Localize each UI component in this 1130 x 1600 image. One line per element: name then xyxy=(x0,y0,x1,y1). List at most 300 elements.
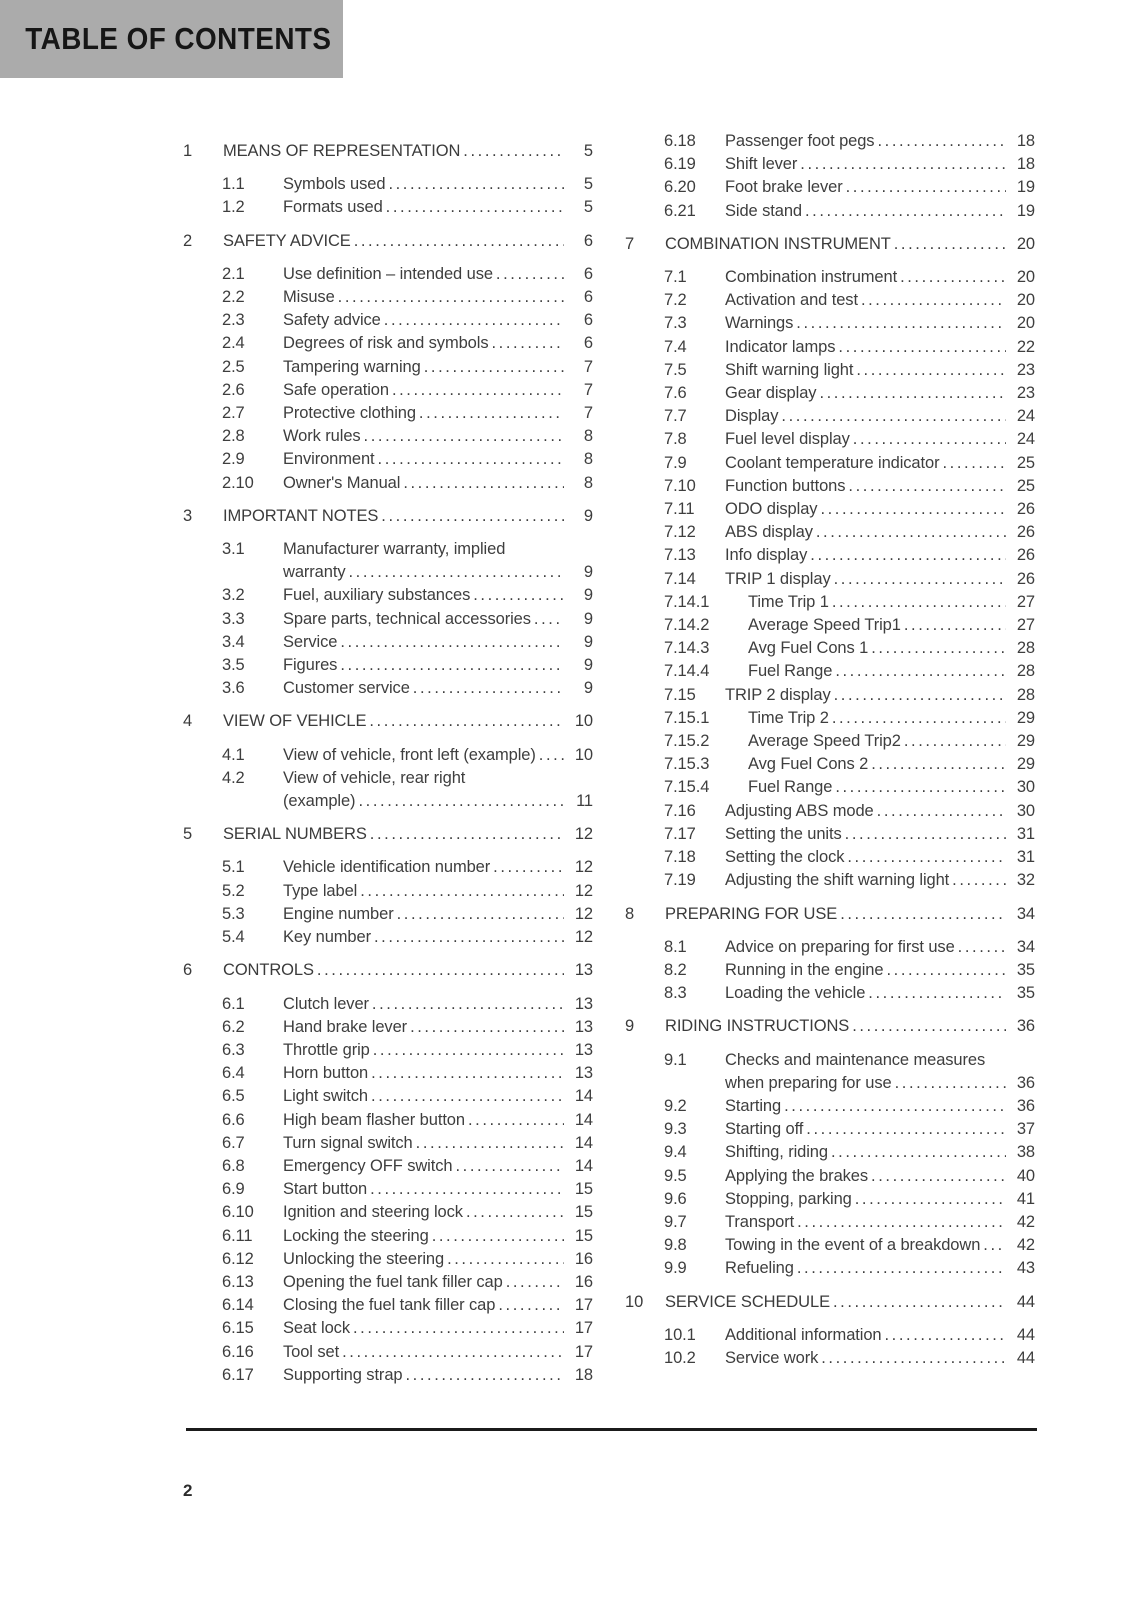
toc-entry xyxy=(183,1317,593,1340)
entry-page: 9 xyxy=(583,563,593,582)
dot-leader xyxy=(835,776,1006,799)
entry-title: Average Speed Trip2 xyxy=(748,732,901,751)
toc-section-entry xyxy=(183,140,593,163)
entry-page: 5 xyxy=(583,175,593,194)
entry-number: 5.2 xyxy=(222,881,245,900)
entry-title: TRIP 1 display xyxy=(725,569,831,588)
entry-number: 7.4 xyxy=(664,337,687,356)
toc-entry xyxy=(625,521,1035,544)
dot-leader xyxy=(534,608,564,631)
entry-title: Degrees of risk and symbols xyxy=(283,334,489,353)
entry-title: Foot brake lever xyxy=(725,178,843,197)
entry-page: 30 xyxy=(1016,801,1035,820)
entry-page: 12 xyxy=(574,928,593,947)
toc-entry xyxy=(183,286,593,309)
dot-leader xyxy=(397,903,564,926)
entry-page: 14 xyxy=(574,1087,593,1106)
toc-entry xyxy=(625,637,1035,660)
dot-leader xyxy=(904,730,1006,753)
entry-title: CONTROLS xyxy=(223,961,314,980)
dot-leader xyxy=(821,1347,1006,1370)
entry-number: 9.7 xyxy=(664,1212,687,1231)
page-number: 2 xyxy=(183,1481,193,1500)
entry-title: Fuel Range xyxy=(748,662,833,681)
entry-number: 3.4 xyxy=(222,632,245,651)
entry-page: 14 xyxy=(574,1156,593,1175)
toc-entry xyxy=(625,1188,1035,1211)
toc-entry xyxy=(625,660,1035,683)
toc-entry xyxy=(625,153,1035,176)
entry-number: 7.17 xyxy=(664,824,696,843)
entry-number: 6.16 xyxy=(222,1342,254,1361)
dot-leader xyxy=(853,428,1006,451)
entry-title-continued: (example) xyxy=(283,792,356,811)
entry-page: 13 xyxy=(574,1017,593,1036)
entry-title: Emergency OFF switch xyxy=(283,1156,453,1175)
toc-entry xyxy=(183,1225,593,1248)
dot-leader xyxy=(447,1248,564,1271)
entry-title: Fuel, auxiliary substances xyxy=(283,586,471,605)
toc-section-entry xyxy=(183,823,593,846)
dot-leader xyxy=(498,1294,564,1317)
dot-leader xyxy=(413,677,564,700)
toc-entry xyxy=(183,472,593,495)
entry-number: 6.15 xyxy=(222,1319,254,1338)
entry-number: 7.16 xyxy=(664,801,696,820)
entry-number: 7.15.1 xyxy=(664,708,710,727)
entry-title: Avg Fuel Cons 2 xyxy=(748,755,869,774)
entry-number: 2.7 xyxy=(222,404,245,423)
toc-entry xyxy=(183,196,593,219)
entry-page: 42 xyxy=(1016,1236,1035,1255)
entry-number: 4.1 xyxy=(222,745,245,764)
entry-title: IMPORTANT NOTES xyxy=(223,506,379,525)
entry-title: Unlocking the steering xyxy=(283,1249,445,1268)
toc-section-entry xyxy=(183,959,593,982)
toc-entry xyxy=(183,903,593,926)
entry-number: 7.7 xyxy=(664,407,687,426)
entry-number: 6.17 xyxy=(222,1365,254,1384)
entry-number: 6.9 xyxy=(222,1180,245,1199)
toc-entry xyxy=(183,1271,593,1294)
toc-entry xyxy=(183,1248,593,1271)
entry-page: 25 xyxy=(1016,476,1035,495)
entry-number: 7.8 xyxy=(664,430,687,449)
entry-number: 3.2 xyxy=(222,586,245,605)
entry-title: Vehicle identification number xyxy=(283,858,491,877)
dot-leader xyxy=(958,936,1006,959)
toc-entry xyxy=(625,1347,1035,1370)
entry-number: 10 xyxy=(625,1292,644,1311)
toc-entry xyxy=(625,959,1035,982)
entry-title: Average Speed Trip1 xyxy=(748,616,901,635)
dot-leader xyxy=(392,379,564,402)
entry-title: Display xyxy=(725,407,779,426)
toc-entry xyxy=(625,452,1035,475)
entry-number: 6.5 xyxy=(222,1087,245,1106)
entry-page: 36 xyxy=(1016,1096,1035,1115)
entry-number: 6.6 xyxy=(222,1110,245,1129)
entry-number: 7.15 xyxy=(664,685,696,704)
entry-title: Activation and test xyxy=(725,291,858,310)
entry-number: 6.2 xyxy=(222,1017,245,1036)
toc-entry xyxy=(625,1118,1035,1141)
toc-entry xyxy=(625,1211,1035,1234)
entry-title: ABS display xyxy=(725,523,813,542)
entry-number: 6.20 xyxy=(664,178,696,197)
dot-leader xyxy=(819,382,1006,405)
entry-page: 18 xyxy=(1016,132,1035,150)
entry-page: 16 xyxy=(574,1272,593,1291)
toc-entry xyxy=(625,1234,1035,1257)
dot-leader xyxy=(835,660,1006,683)
entry-page: 17 xyxy=(574,1319,593,1338)
entry-title: Warnings xyxy=(725,314,794,333)
entry-page: 44 xyxy=(1016,1292,1035,1311)
entry-title: ODO display xyxy=(725,500,818,519)
dot-leader xyxy=(871,1165,1006,1188)
dot-leader xyxy=(848,475,1006,498)
entry-page: 43 xyxy=(1016,1259,1035,1278)
dot-leader xyxy=(942,452,1006,475)
toc-column-right xyxy=(625,130,1035,1370)
toc-entry xyxy=(183,631,593,654)
entry-page: 16 xyxy=(574,1249,593,1268)
entry-page: 36 xyxy=(1016,1073,1035,1092)
entry-page: 10 xyxy=(574,745,593,764)
entry-number: 9.4 xyxy=(664,1143,687,1162)
toc-entry xyxy=(625,544,1035,567)
entry-page: 27 xyxy=(1016,592,1035,611)
toc-entry xyxy=(625,730,1035,753)
entry-number: 9.1 xyxy=(664,1050,687,1069)
dot-leader xyxy=(877,800,1006,823)
entry-title: Loading the vehicle xyxy=(725,984,866,1003)
entry-page: 26 xyxy=(1016,523,1035,542)
dot-leader xyxy=(900,266,1006,289)
toc-entry xyxy=(625,176,1035,199)
entry-page: 9 xyxy=(583,632,593,651)
toc-entry xyxy=(183,425,593,448)
entry-page: 26 xyxy=(1016,546,1035,565)
entry-page: 20 xyxy=(1016,314,1035,333)
entry-page: 34 xyxy=(1016,937,1035,956)
entry-number: 6.4 xyxy=(222,1064,245,1083)
toc-entry xyxy=(183,1178,593,1201)
toc-section-entry xyxy=(183,230,593,253)
toc-entry xyxy=(625,1257,1035,1280)
dot-leader xyxy=(895,1072,1006,1095)
dot-leader xyxy=(871,637,1006,660)
entry-page: 44 xyxy=(1016,1348,1035,1367)
toc-entry xyxy=(625,336,1035,359)
entry-title: Protective clothing xyxy=(283,404,416,423)
entry-title: Start button xyxy=(283,1180,368,1199)
toc-entry xyxy=(625,753,1035,776)
dot-leader xyxy=(834,684,1006,707)
dot-leader xyxy=(348,561,564,584)
entry-title-continued: when preparing for use xyxy=(725,1073,892,1092)
entry-title: SERVICE SCHEDULE xyxy=(665,1292,830,1311)
dot-leader xyxy=(432,1225,564,1248)
entry-number: 9.5 xyxy=(664,1166,687,1185)
dot-leader xyxy=(338,286,564,309)
footer-divider xyxy=(186,1428,1037,1431)
entry-number: 9.3 xyxy=(664,1120,687,1139)
toc-entry xyxy=(625,823,1035,846)
entry-number: 9.8 xyxy=(664,1236,687,1255)
entry-page: 14 xyxy=(574,1133,593,1152)
entry-number: 2.1 xyxy=(222,264,245,283)
toc-entry xyxy=(625,359,1035,382)
entry-title: Shift lever xyxy=(725,155,798,174)
entry-title: Engine number xyxy=(283,904,394,923)
entry-page: 38 xyxy=(1016,1143,1035,1162)
entry-title: Formats used xyxy=(283,198,383,217)
toc-entry xyxy=(625,1165,1035,1188)
dot-leader xyxy=(833,1291,1006,1314)
entry-number: 7.15.2 xyxy=(664,732,710,751)
toc-entry xyxy=(183,402,593,425)
entry-page: 5 xyxy=(583,142,593,160)
entry-page: 32 xyxy=(1016,871,1035,890)
entry-title: Gear display xyxy=(725,384,817,403)
toc-entry xyxy=(183,1039,593,1062)
dot-leader xyxy=(855,1188,1006,1211)
entry-title: Applying the brakes xyxy=(725,1166,869,1185)
entry-title: Safety advice xyxy=(283,311,381,330)
entry-number: 7.14.1 xyxy=(664,592,710,611)
dot-leader xyxy=(364,425,564,448)
toc-entry xyxy=(183,332,593,355)
dot-leader xyxy=(834,568,1006,591)
toc-entry xyxy=(183,1132,593,1155)
dot-leader xyxy=(353,1317,564,1340)
entry-title: Safe operation xyxy=(283,380,389,399)
entry-page: 34 xyxy=(1016,904,1035,923)
dot-leader xyxy=(506,1271,564,1294)
entry-title: Adjusting the shift warning light xyxy=(725,871,950,890)
entry-title: Additional information xyxy=(725,1325,882,1344)
entry-page: 15 xyxy=(574,1226,593,1245)
entry-title: Fuel Range xyxy=(748,778,833,797)
entry-number: 6.18 xyxy=(664,132,696,150)
dot-leader xyxy=(455,1155,564,1178)
toc-entry xyxy=(625,382,1035,405)
dot-leader xyxy=(370,1178,564,1201)
dot-leader xyxy=(845,823,1006,846)
entry-page: 10 xyxy=(574,712,593,731)
entry-title: Spare parts, technical accessories xyxy=(283,609,531,628)
entry-title: View of vehicle, rear right xyxy=(283,768,466,787)
dot-leader xyxy=(473,584,564,607)
dot-leader xyxy=(317,959,564,982)
dot-leader xyxy=(369,710,564,733)
entry-title: High beam flasher button xyxy=(283,1110,465,1129)
entry-page: 36 xyxy=(1016,1017,1035,1036)
dot-leader xyxy=(806,1118,1006,1141)
entry-page: 8 xyxy=(583,427,593,446)
dot-leader xyxy=(463,140,564,163)
entry-number: 3.3 xyxy=(222,609,245,628)
entry-page: 6 xyxy=(583,288,593,307)
entry-title: Starting xyxy=(725,1096,782,1115)
dot-leader xyxy=(871,753,1006,776)
entry-title: Checks and maintenance measures xyxy=(725,1050,986,1069)
entry-title: Info display xyxy=(725,546,808,565)
toc-section-entry xyxy=(625,903,1035,926)
entry-number: 7.3 xyxy=(664,314,687,333)
toc-entry xyxy=(625,936,1035,959)
toc-entry xyxy=(183,1109,593,1132)
entry-page: 22 xyxy=(1016,337,1035,356)
entry-number: 8 xyxy=(625,904,635,923)
entry-page: 8 xyxy=(583,473,593,492)
entry-number: 3 xyxy=(183,506,193,525)
entry-title: Passenger foot pegs xyxy=(725,132,875,150)
entry-page: 7 xyxy=(583,404,593,423)
entry-number: 2.3 xyxy=(222,311,245,330)
entry-title: Time Trip 1 xyxy=(748,592,829,611)
entry-number: 6.1 xyxy=(222,994,245,1013)
toc-entry xyxy=(183,1201,593,1224)
toc-entry xyxy=(625,869,1035,892)
dot-leader xyxy=(846,176,1006,199)
entry-page: 24 xyxy=(1016,430,1035,449)
entry-page: 9 xyxy=(583,679,593,698)
entry-title: Use definition – intended use xyxy=(283,264,493,283)
entry-title: Ignition and steering lock xyxy=(283,1203,463,1222)
entry-page: 28 xyxy=(1016,662,1035,681)
dot-leader xyxy=(405,1364,564,1387)
entry-number: 3.6 xyxy=(222,679,245,698)
entry-title: Avg Fuel Cons 1 xyxy=(748,639,869,658)
toc-section-entry xyxy=(625,233,1035,256)
entry-page: 29 xyxy=(1016,708,1035,727)
toc-entry xyxy=(183,856,593,879)
dot-leader xyxy=(388,173,564,196)
entry-title: Clutch lever xyxy=(283,994,369,1013)
dot-leader xyxy=(952,869,1006,892)
entry-title: Setting the clock xyxy=(725,848,845,867)
entry-number: 6 xyxy=(183,961,193,980)
entry-page: 7 xyxy=(583,357,593,376)
entry-number: 1.2 xyxy=(222,198,245,217)
entry-number: 7.14.4 xyxy=(664,662,710,681)
toc-entry xyxy=(183,1294,593,1317)
entry-title: Seat lock xyxy=(283,1319,350,1338)
entry-page: 9 xyxy=(583,609,593,628)
entry-title: Work rules xyxy=(283,427,361,446)
dot-leader xyxy=(796,312,1006,335)
entry-number: 7.19 xyxy=(664,871,696,890)
entry-title: Key number xyxy=(283,928,371,947)
entry-page: 13 xyxy=(574,1064,593,1083)
toc-entry xyxy=(625,776,1035,799)
entry-title: Coolant temperature indicator xyxy=(725,453,940,472)
toc-entry xyxy=(183,654,593,677)
dot-leader xyxy=(403,472,564,495)
dot-leader xyxy=(466,1201,564,1224)
entry-title: Indicator lamps xyxy=(725,337,836,356)
entry-page: 40 xyxy=(1016,1166,1035,1185)
entry-number: 9.2 xyxy=(664,1096,687,1115)
dot-leader xyxy=(810,544,1006,567)
entry-page: 35 xyxy=(1016,960,1035,979)
toc-entry xyxy=(625,405,1035,428)
toc-entry xyxy=(625,498,1035,521)
toc-entry xyxy=(625,846,1035,869)
entry-number: 2.8 xyxy=(222,427,245,446)
toc-entry xyxy=(625,684,1035,707)
dot-leader xyxy=(354,230,564,253)
entry-number: 6.14 xyxy=(222,1296,254,1315)
entry-page: 19 xyxy=(1016,178,1035,197)
dot-leader xyxy=(340,631,564,654)
dot-leader xyxy=(816,521,1006,544)
toc-entry xyxy=(183,1364,593,1387)
dot-leader xyxy=(838,336,1006,359)
entry-title: Transport xyxy=(725,1212,795,1231)
entry-page: 18 xyxy=(574,1365,593,1384)
toc-entry xyxy=(183,584,593,607)
dot-leader xyxy=(894,233,1006,256)
dot-leader xyxy=(419,402,564,425)
entry-title: TRIP 2 display xyxy=(725,685,831,704)
toc-entry xyxy=(625,982,1035,1005)
entry-number: 3.1 xyxy=(222,540,245,559)
dot-leader xyxy=(832,591,1006,614)
entry-title: SERIAL NUMBERS xyxy=(223,825,367,844)
dot-leader xyxy=(884,1324,1006,1347)
entry-number: 6.21 xyxy=(664,201,696,220)
toc-column-left xyxy=(183,130,593,1387)
entry-page: 14 xyxy=(574,1110,593,1129)
dot-leader xyxy=(886,959,1006,982)
entry-title: Owner's Manual xyxy=(283,473,401,492)
entry-number: 8.1 xyxy=(664,937,687,956)
entry-title: Combination instrument xyxy=(725,268,898,287)
entry-page: 6 xyxy=(583,264,593,283)
entry-number: 2.6 xyxy=(222,380,245,399)
dot-leader xyxy=(820,498,1006,521)
dot-leader xyxy=(378,448,564,471)
dot-leader xyxy=(342,1341,564,1364)
entry-number: 7.2 xyxy=(664,291,687,310)
entry-title: Figures xyxy=(283,656,338,675)
entry-title: Setting the units xyxy=(725,824,842,843)
toc-section-entry xyxy=(625,1015,1035,1038)
entry-number: 8.3 xyxy=(664,984,687,1003)
entry-page: 19 xyxy=(1016,201,1035,220)
dot-leader xyxy=(877,130,1006,153)
entry-number: 7.9 xyxy=(664,453,687,472)
dot-leader xyxy=(852,1015,1006,1038)
toc-entry xyxy=(183,356,593,379)
page-title: TABLE OF CONTENTS xyxy=(25,21,332,56)
entry-page: 26 xyxy=(1016,500,1035,519)
entry-number: 10.2 xyxy=(664,1348,696,1367)
entry-page: 12 xyxy=(574,858,593,877)
toc-entry xyxy=(625,312,1035,335)
dot-leader xyxy=(840,903,1006,926)
entry-title: Tool set xyxy=(283,1342,340,1361)
entry-number: 9.6 xyxy=(664,1189,687,1208)
entry-page: 17 xyxy=(574,1342,593,1361)
entry-number: 2.10 xyxy=(222,473,254,492)
toc-entry xyxy=(183,993,593,1016)
toc-entry xyxy=(625,266,1035,289)
